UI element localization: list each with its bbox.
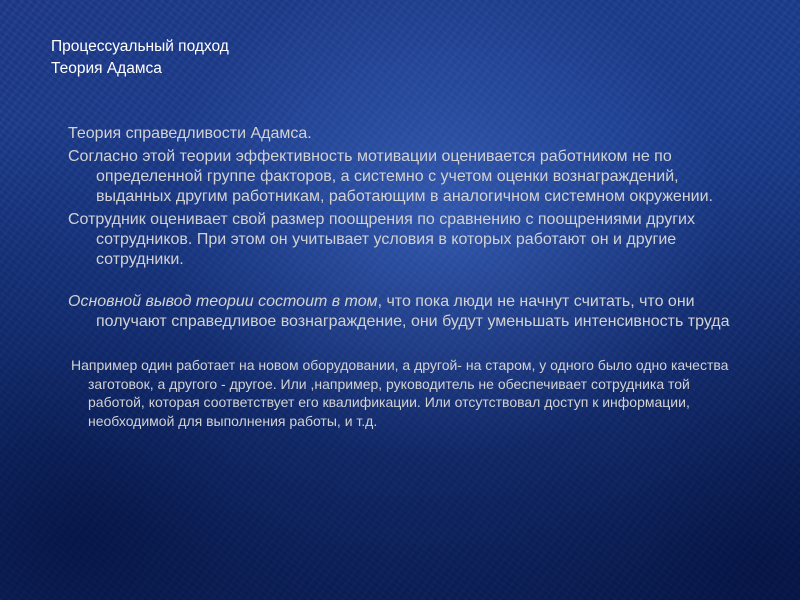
paragraph-example: Например один работает на новом оборудовании, а другой- на старом, у одного было одно качества заготовок, а другого - другое. Или ,например, руководитель не обеспечивает сотрудника той работой, которая соответствует его квалификации. Или отсутствовал доступ к информации, необходимой для выполнения работы, и т.д. (71, 357, 729, 429)
slide-title (51, 36, 229, 80)
paragraph-employee-comparison: Сотрудник оценивает свой размер поощрения по сравнению с поощрениями других сотрудников. При этом он учитывает условия в которых работают он и другие сотрудники. (68, 211, 695, 268)
paragraph-theory-definition: Согласно этой теории эффективность мотивации оценивается работником не по определенной группе факторов, а системно с учетом оценки вознаграждений, выданных другим работникам, работающим в аналогичном системном окружении. (68, 148, 713, 205)
slide-title-line-1: Процессуальный подход (51, 38, 229, 55)
slide-body (68, 124, 748, 433)
paragraph-theory-name: Теория справедливости Адамса. (68, 125, 312, 142)
paragraph-main-conclusion (68, 292, 748, 332)
slide-title-line-2: Теория Адамса (51, 60, 162, 77)
main-conclusion-rest: , что пока люди не начнут считать, что они получают справедливое вознаграждение, они будут уменьшать интенсивность труда (96, 293, 730, 330)
main-conclusion-lead: Основной вывод теории состоит в том (68, 293, 378, 310)
